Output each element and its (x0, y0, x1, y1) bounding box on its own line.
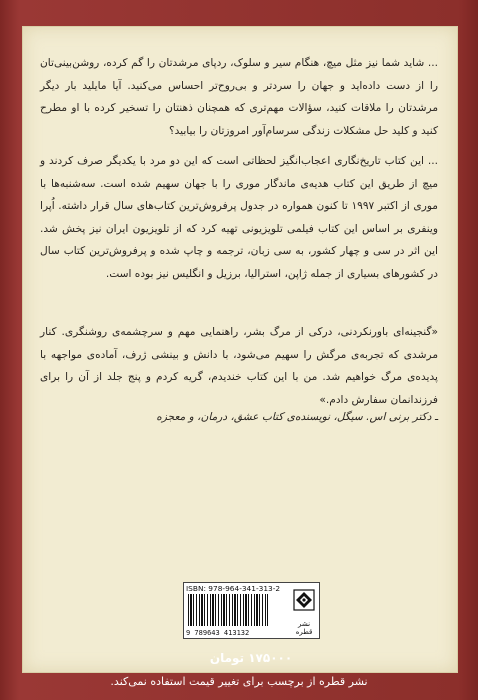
paragraph-1-text: ... شاید شما نیز مثل میچ، هنگام سیر و سلوک، ردپای مرشدتان را گم کرده، روشن‌بینی‌تان را از دست داده‌اید و جهان را سردتر و بی‌روح‌تر احساس می‌کنید. آیا مایلید بار دیگر مرشدتان را ملاقات کنید، سؤالات مهم‌تری که همچنان ذهنتان را تسخیر کرده با او مطرح کنید و کلید حل مشکلات زندگی سرسام‌آور امروزتان را بیابید؟ (40, 57, 438, 137)
blurb-paragraph-2 (40, 150, 438, 285)
publisher-logo-icon (293, 589, 315, 611)
barcode-icon (188, 594, 268, 626)
isbn-label: ISBN: 978-964-341-313-2 (186, 584, 281, 593)
attribution-text: ـ دکتر برنی اس. سیگل، نویسنده‌ی کتاب عشق، درمان، و معجزه (156, 411, 438, 423)
paragraph-2-text: ... این کتاب تاریخ‌نگاری اعجاب‌انگیز لحظاتی است که این دو مرد با یکدیگر صرف کردند و میچ از طریق این کتاب هدیه‌ی ماندگار موری را با جهان سهیم شده است. سه‌شنبه‌ها با موری از اکتبر ۱۹۹۷ تا کنون همواره در جدول پرفروش‌ترین کتاب‌های سال قرار داشته. اُپرا وینفری بر اساس این کتاب فیلمی تلویزیونی تهیه کرد که از تلویزیون ایران نیز پخش شد. این اثر در سی و چهار کشور، به سی زبان، ترجمه و چاپ شده و پرفروش‌ترین کتاب سال در کشورهای بسیاری از جمله ژاپن، استرالیا، برزیل و انگلیس نیز بوده است. (40, 155, 438, 280)
isbn-barcode-box (183, 582, 291, 639)
publisher-logo-box (289, 582, 320, 639)
price-label: ۱۷۵۰۰۰ تومان (209, 651, 293, 665)
sticker-note: نشر قطره از برچسب برای تغییر قیمت استفاده نمی‌کند. (110, 675, 368, 688)
publisher-name: نشر قطره (295, 620, 313, 636)
quote-attribution (40, 406, 438, 429)
barcode-digits: 9 789643 413132 (186, 629, 250, 637)
review-quote (40, 321, 438, 411)
blurb-paragraph-1 (40, 52, 438, 142)
quote-text: «گنجینه‌ای باورنکردنی، درکی از مرگ بشر، راهنمایی مهم و سرچشمه‌ی روشنگری. کنار مرشدی که تجربه‌ی مرگش را سهیم می‌شود، با دانش و بینشی ژرف، آماده‌ی مواجهه با پدیده‌ی مرگ خواهیم شد. من با این کتاب خندیدم، گریه کردم و پنج جلد از آن را برای فرزندانمان سفارش دادم.» (40, 326, 438, 406)
